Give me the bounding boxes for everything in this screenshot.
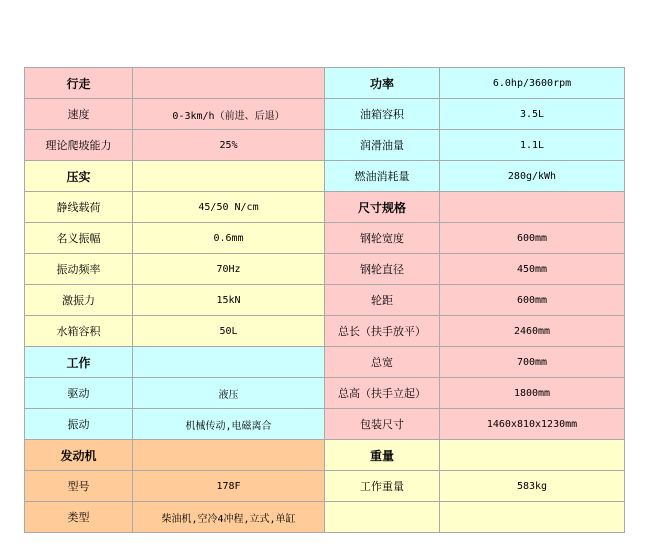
spec-label-right: 尺寸规格 (325, 192, 440, 223)
spec-value-right: 1460x810x1230mm (440, 409, 625, 440)
table-row (25, 471, 625, 502)
spec-table-body (25, 68, 625, 533)
spec-value-left: 25% (133, 130, 325, 161)
spec-label-right: 油箱容积 (325, 99, 440, 130)
table-row (25, 440, 625, 471)
table-row (25, 347, 625, 378)
spec-label-left: 工作 (25, 347, 133, 378)
spec-value-left (133, 161, 325, 192)
spec-value-right: 600mm (440, 223, 625, 254)
spec-label-left: 型号 (25, 471, 133, 502)
spec-value-left: 0.6mm (133, 223, 325, 254)
spec-label-left: 理论爬坡能力 (25, 130, 133, 161)
spec-value-left: 50L (133, 316, 325, 347)
spec-value-left: 45/50 N/cm (133, 192, 325, 223)
table-row (25, 409, 625, 440)
spec-label-left: 类型 (25, 502, 133, 533)
spec-value-left (133, 347, 325, 378)
spec-label-left: 驱动 (25, 378, 133, 409)
table-row (25, 130, 625, 161)
spec-label-right: 包装尺寸 (325, 409, 440, 440)
table-row (25, 99, 625, 130)
spec-value-right: 700mm (440, 347, 625, 378)
spec-label-right: 钢轮直径 (325, 254, 440, 285)
table-row (25, 285, 625, 316)
spec-value-right: 6.0hp/3600rpm (440, 68, 625, 99)
spec-label-right: 燃油消耗量 (325, 161, 440, 192)
table-row (25, 223, 625, 254)
table-row (25, 316, 625, 347)
spec-label-right: 润滑油量 (325, 130, 440, 161)
spec-label-left: 水箱容积 (25, 316, 133, 347)
spec-label-right: 总长（扶手放平） (325, 316, 440, 347)
spec-label-left: 激振力 (25, 285, 133, 316)
spec-value-left: 机械传动,电磁离合 (133, 409, 325, 440)
spec-label-left: 振动 (25, 409, 133, 440)
table-row (25, 254, 625, 285)
spec-label-left: 压实 (25, 161, 133, 192)
spec-value-left: 柴油机,空冷4冲程,立式,单缸 (133, 502, 325, 533)
spec-value-right: 583kg (440, 471, 625, 502)
spec-value-left (133, 68, 325, 99)
spec-label-right: 工作重量 (325, 471, 440, 502)
spec-value-left: 70Hz (133, 254, 325, 285)
spec-label-right: 总高（扶手立起） (325, 378, 440, 409)
spec-value-right: 450mm (440, 254, 625, 285)
table-row (25, 502, 625, 533)
spec-value-right: 2460mm (440, 316, 625, 347)
spec-value-left: 0-3km/h（前进、后退） (133, 99, 325, 130)
spec-label-right (325, 502, 440, 533)
spec-value-right: 600mm (440, 285, 625, 316)
spec-label-left: 静线载荷 (25, 192, 133, 223)
table-row (25, 68, 625, 99)
spec-value-right: 3.5L (440, 99, 625, 130)
spec-value-left (133, 440, 325, 471)
spec-label-right: 轮距 (325, 285, 440, 316)
spec-label-left: 速度 (25, 99, 133, 130)
spec-value-left: 178F (133, 471, 325, 502)
spec-label-right: 钢轮宽度 (325, 223, 440, 254)
spec-value-right (440, 192, 625, 223)
spec-value-left: 液压 (133, 378, 325, 409)
spec-value-right (440, 502, 625, 533)
spec-label-left: 发动机 (25, 440, 133, 471)
spec-value-right: 280g/kWh (440, 161, 625, 192)
table-row (25, 161, 625, 192)
spec-label-right: 总宽 (325, 347, 440, 378)
spec-label-left: 行走 (25, 68, 133, 99)
spec-value-left: 15kN (133, 285, 325, 316)
spec-value-right: 1.1L (440, 130, 625, 161)
spec-label-right: 重量 (325, 440, 440, 471)
spec-label-left: 振动频率 (25, 254, 133, 285)
table-row (25, 378, 625, 409)
table-row (25, 192, 625, 223)
spec-table (24, 67, 625, 533)
spec-label-right: 功率 (325, 68, 440, 99)
spec-value-right (440, 440, 625, 471)
spec-label-left: 名义振幅 (25, 223, 133, 254)
spec-value-right: 1800mm (440, 378, 625, 409)
